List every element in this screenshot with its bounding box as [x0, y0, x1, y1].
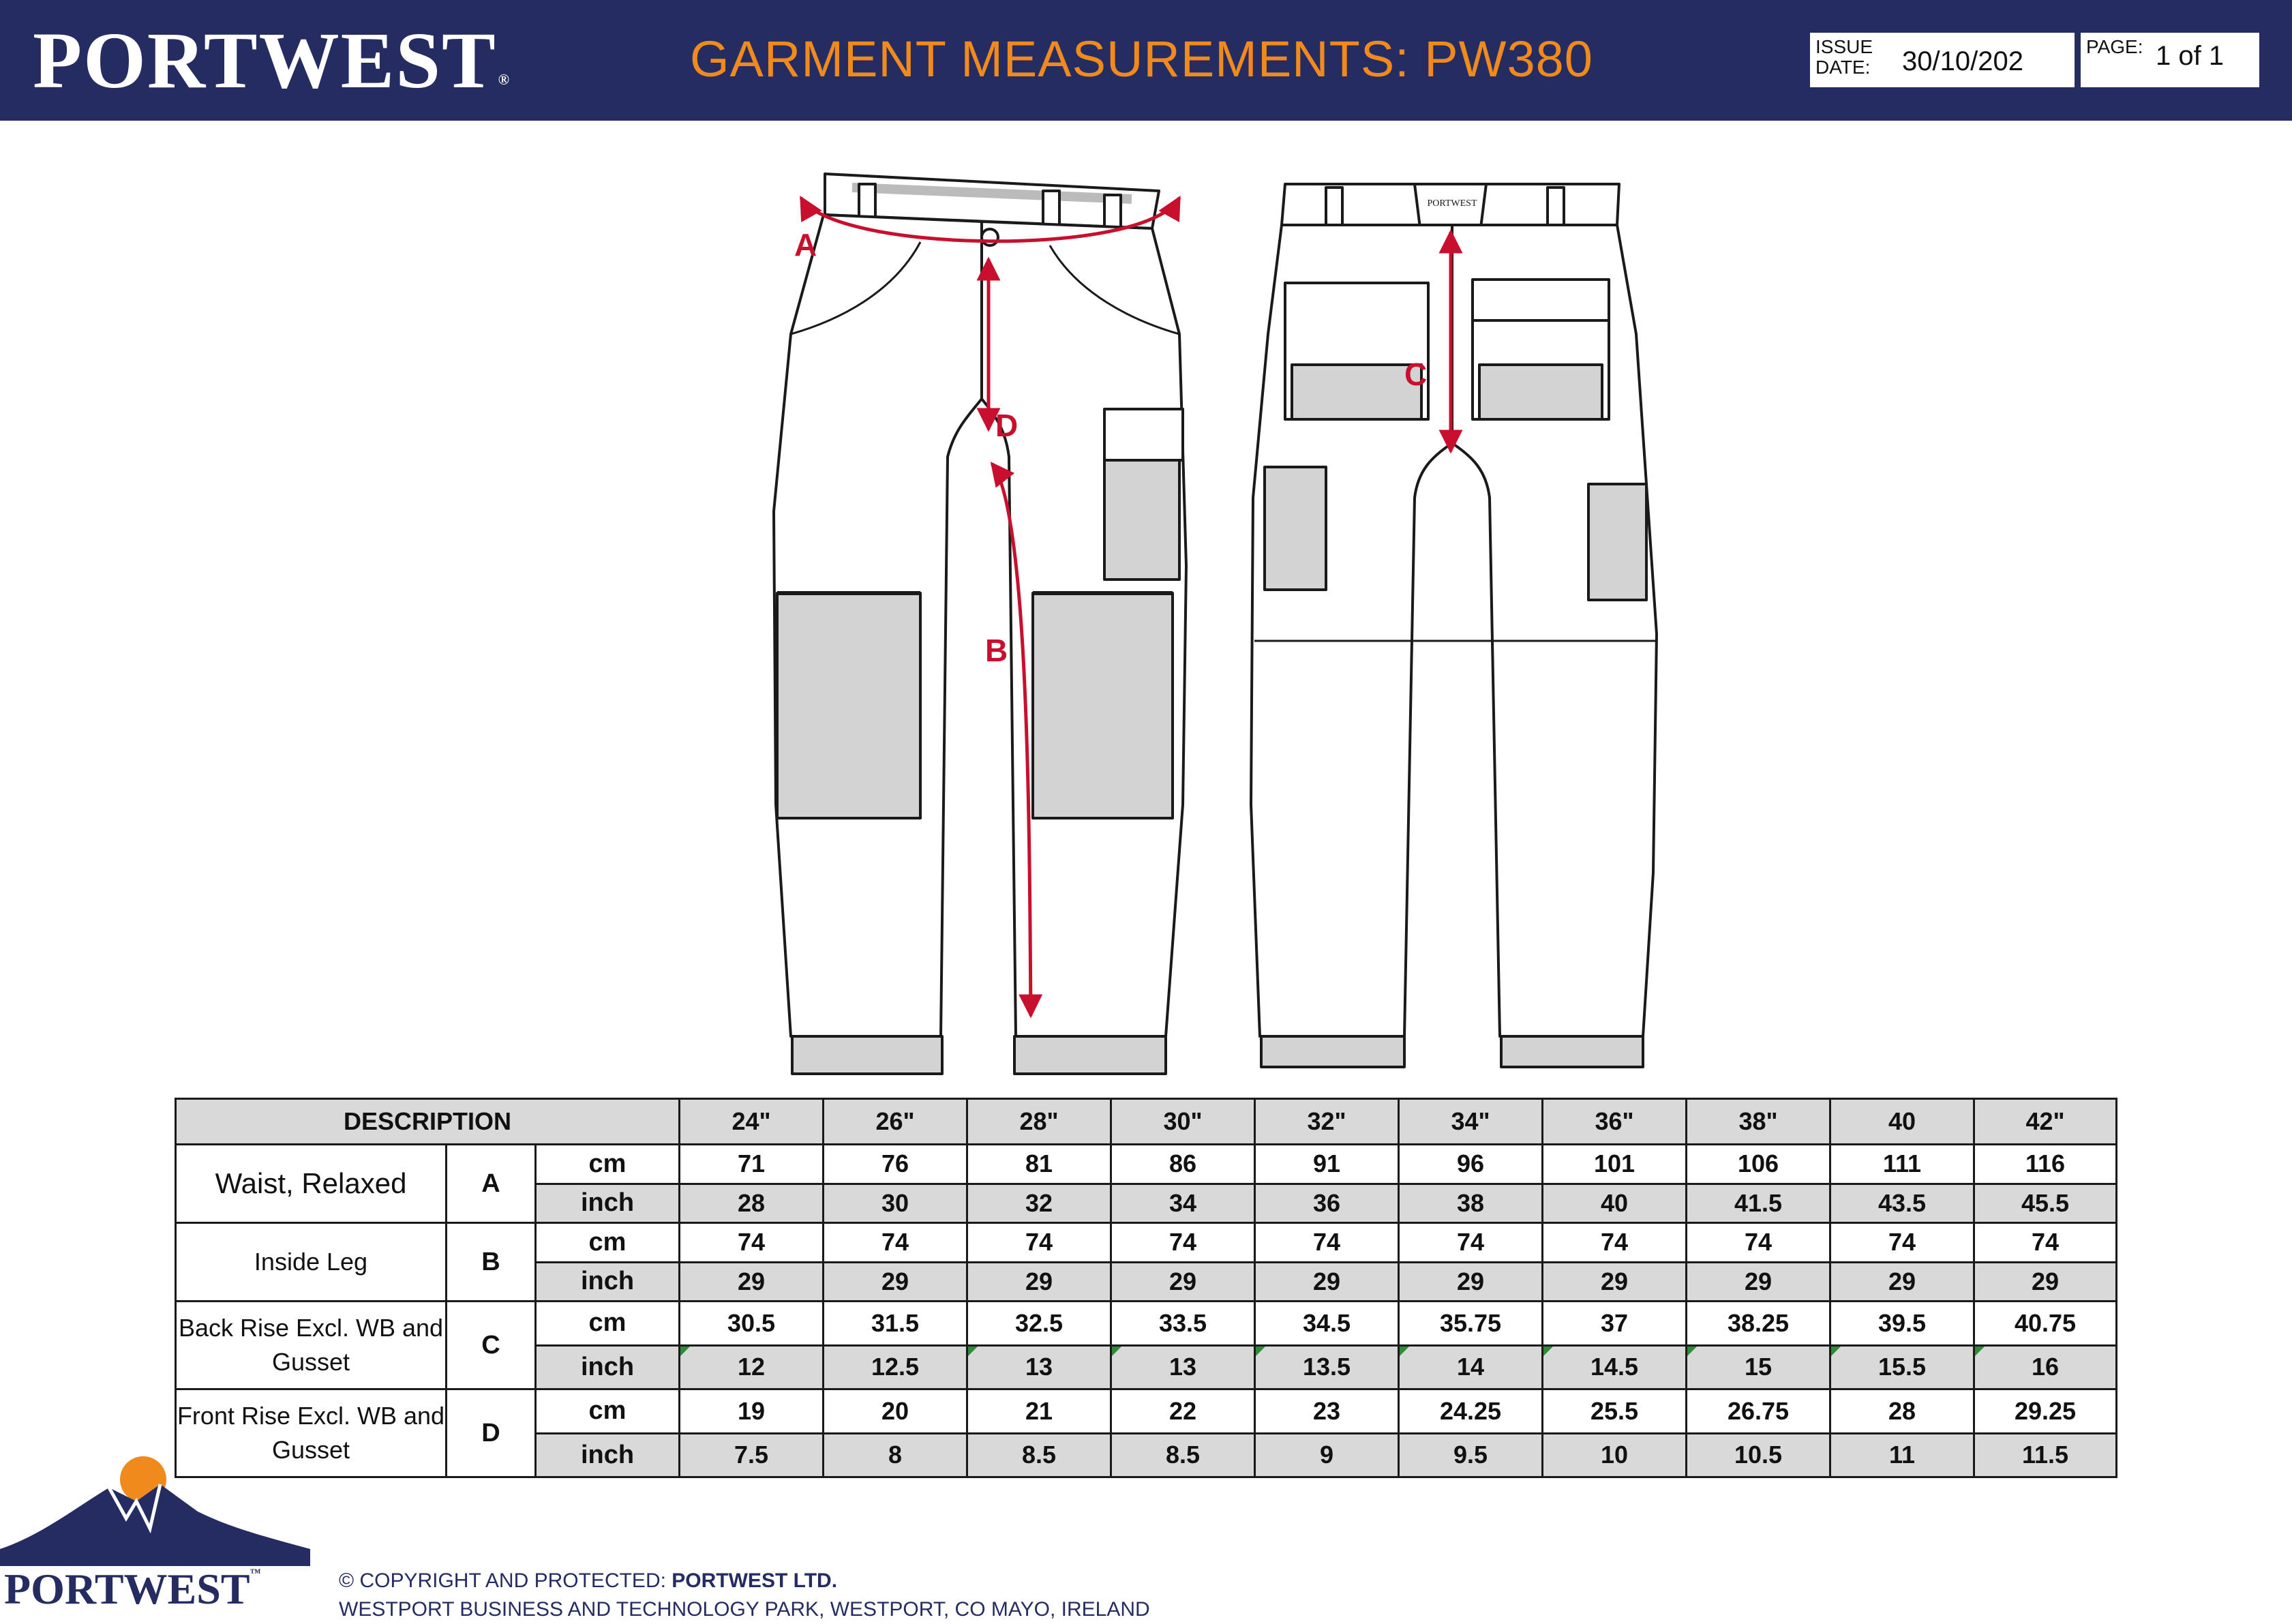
table-cell: 34.5 [1255, 1302, 1399, 1345]
table-cell: 86 [1111, 1145, 1255, 1184]
company-name: PORTWEST LTD. [672, 1569, 838, 1592]
table-cell: 91 [1255, 1145, 1399, 1184]
table-cell: 39.5 [1830, 1302, 1974, 1345]
table-cell: 26.75 [1687, 1389, 1830, 1433]
table-cell: 101 [1543, 1145, 1687, 1184]
table-cell: 32.5 [967, 1302, 1111, 1345]
header-bar [0, 0, 2292, 121]
table-cell: 11.5 [1974, 1433, 2117, 1477]
table-cell: 45.5 [1974, 1184, 2117, 1223]
label-d: D [995, 408, 1019, 443]
table-cell: 29 [1111, 1262, 1255, 1302]
table-cell: 13.5 [1255, 1345, 1399, 1389]
unit-cm: cm [536, 1223, 680, 1263]
size-header: 36" [1543, 1099, 1687, 1145]
size-header: 34" [1399, 1099, 1543, 1145]
table-cell: 9.5 [1399, 1433, 1543, 1477]
table-row [176, 1223, 2117, 1263]
row-description: Waist, Relaxed [176, 1145, 447, 1223]
table-cell: 10.5 [1687, 1433, 1830, 1477]
table-cell: 29 [1830, 1262, 1974, 1302]
table-cell: 23 [1255, 1389, 1399, 1433]
brand-logo: PORTWEST® [33, 16, 511, 105]
table-cell: 28 [1830, 1389, 1974, 1433]
table-cell: 106 [1687, 1145, 1830, 1184]
table-cell: 29 [1255, 1262, 1399, 1302]
table-row [176, 1389, 2117, 1433]
table-cell: 14.5 [1543, 1345, 1687, 1389]
size-header: 24" [680, 1099, 824, 1145]
table-cell: 33.5 [1111, 1302, 1255, 1345]
table-cell: 9 [1255, 1433, 1399, 1477]
table-cell: 13 [1111, 1345, 1255, 1389]
copyright-prefix: © COPYRIGHT AND PROTECTED: [339, 1569, 672, 1592]
table-cell: 71 [680, 1145, 824, 1184]
unit-cm: cm [536, 1302, 680, 1345]
label-a: A [794, 227, 817, 262]
table-cell: 74 [1255, 1223, 1399, 1263]
size-header: 30" [1111, 1099, 1255, 1145]
table-cell: 10 [1543, 1433, 1687, 1477]
table-cell: 13 [967, 1345, 1111, 1389]
table-row [176, 1302, 2117, 1345]
unit-cm: cm [536, 1389, 680, 1433]
table-row [176, 1145, 2117, 1184]
table-cell: 38 [1399, 1184, 1543, 1223]
table-cell: 74 [1974, 1223, 2117, 1263]
issue-date-label: ISSUE DATE: [1815, 36, 1873, 78]
table-cell: 36 [1255, 1184, 1399, 1223]
table-cell: 19 [680, 1389, 824, 1433]
table-cell: 35.75 [1399, 1302, 1543, 1345]
table-cell: 31.5 [824, 1302, 967, 1345]
size-header: 40 [1830, 1099, 1974, 1145]
footer-copyright [339, 1567, 1150, 1624]
row-code: B [447, 1223, 536, 1302]
unit-inch: inch [536, 1433, 680, 1477]
table-cell: 74 [967, 1223, 1111, 1263]
table-cell: 74 [1687, 1223, 1830, 1263]
table-cell: 40.75 [1974, 1302, 2117, 1345]
size-header: 42" [1974, 1099, 2117, 1145]
garment-drawing [750, 157, 1670, 1077]
table-cell: 14 [1399, 1345, 1543, 1389]
table-cell: 22 [1111, 1389, 1255, 1433]
company-address: WESTPORT BUSINESS AND TECHNOLOGY PARK, WESTPORT, CO MAYO, IRELAND [339, 1598, 1150, 1621]
table-cell: 11 [1830, 1433, 1974, 1477]
table-cell: 12 [680, 1345, 824, 1389]
table-cell: 30.5 [680, 1302, 824, 1345]
size-header: 32" [1255, 1099, 1399, 1145]
table-cell: 74 [1543, 1223, 1687, 1263]
table-cell: 29 [824, 1262, 967, 1302]
table-cell: 74 [1399, 1223, 1543, 1263]
table-cell: 8 [824, 1433, 967, 1477]
table-cell: 16 [1974, 1345, 2117, 1389]
table-cell: 25.5 [1543, 1389, 1687, 1433]
unit-cm: cm [536, 1145, 680, 1184]
table-cell: 21 [967, 1389, 1111, 1433]
table-cell: 29 [1974, 1262, 2117, 1302]
table-cell: 29 [680, 1262, 824, 1302]
table-cell: 40 [1543, 1184, 1687, 1223]
table-cell: 8.5 [1111, 1433, 1255, 1477]
table-cell: 38.25 [1687, 1302, 1830, 1345]
page-box [2081, 33, 2259, 87]
size-header: 26" [824, 1099, 967, 1145]
issue-date-box [1810, 33, 2075, 87]
table-cell: 12.5 [824, 1345, 967, 1389]
footer-brand: PORTWEST™ [4, 1565, 261, 1613]
table-cell: 74 [1111, 1223, 1255, 1263]
front-view [774, 174, 1186, 1074]
table-cell: 41.5 [1687, 1184, 1830, 1223]
table-header-row [176, 1099, 2117, 1145]
table-cell: 7.5 [680, 1433, 824, 1477]
page-label: PAGE: [2086, 36, 2143, 57]
unit-inch: inch [536, 1345, 680, 1389]
label-b: B [985, 633, 1008, 668]
table-cell: 29 [1687, 1262, 1830, 1302]
table-cell: 28 [680, 1184, 824, 1223]
table-cell: 74 [824, 1223, 967, 1263]
table-cell: 111 [1830, 1145, 1974, 1184]
table-cell: 74 [1830, 1223, 1974, 1263]
table-cell: 32 [967, 1184, 1111, 1223]
unit-inch: inch [536, 1262, 680, 1302]
table-cell: 20 [824, 1389, 967, 1433]
back-view [1251, 184, 1657, 1067]
table-cell: 15.5 [1830, 1345, 1974, 1389]
page-value: 1 of 1 [2156, 41, 2225, 71]
footer-logo [0, 1454, 314, 1619]
document-title: GARMENT MEASUREMENTS: PW380 [690, 31, 1593, 87]
table-cell: 74 [680, 1223, 824, 1263]
table-cell: 81 [967, 1145, 1111, 1184]
table-cell: 34 [1111, 1184, 1255, 1223]
row-description: Back Rise Excl. WB and Gusset [176, 1302, 447, 1389]
size-header: 28" [967, 1099, 1111, 1145]
row-description: Inside Leg [176, 1223, 447, 1302]
table-cell: 30 [824, 1184, 967, 1223]
table-cell: 29 [1543, 1262, 1687, 1302]
table-cell: 8.5 [967, 1433, 1111, 1477]
row-code: A [447, 1145, 536, 1223]
table-cell: 29.25 [1974, 1389, 2117, 1433]
table-cell: 24.25 [1399, 1389, 1543, 1433]
mountain-icon [0, 1484, 310, 1566]
back-label-brand: PORTWEST [1427, 198, 1477, 209]
size-header: 38" [1687, 1099, 1830, 1145]
issue-date-value: 30/10/202 [1902, 46, 2023, 76]
table-cell: 76 [824, 1145, 967, 1184]
table-cell: 15 [1687, 1345, 1830, 1389]
table-cell: 96 [1399, 1145, 1543, 1184]
row-code: C [447, 1302, 536, 1389]
label-c: C [1404, 357, 1428, 392]
table-cell: 116 [1974, 1145, 2117, 1184]
unit-inch: inch [536, 1184, 680, 1223]
row-description: Front Rise Excl. WB and Gusset [176, 1389, 447, 1477]
table-cell: 29 [1399, 1262, 1543, 1302]
description-header: DESCRIPTION [176, 1099, 680, 1145]
table-cell: 29 [967, 1262, 1111, 1302]
row-code: D [447, 1389, 536, 1477]
measurements-table [175, 1098, 2117, 1478]
table-cell: 43.5 [1830, 1184, 1974, 1223]
table-cell: 37 [1543, 1302, 1687, 1345]
